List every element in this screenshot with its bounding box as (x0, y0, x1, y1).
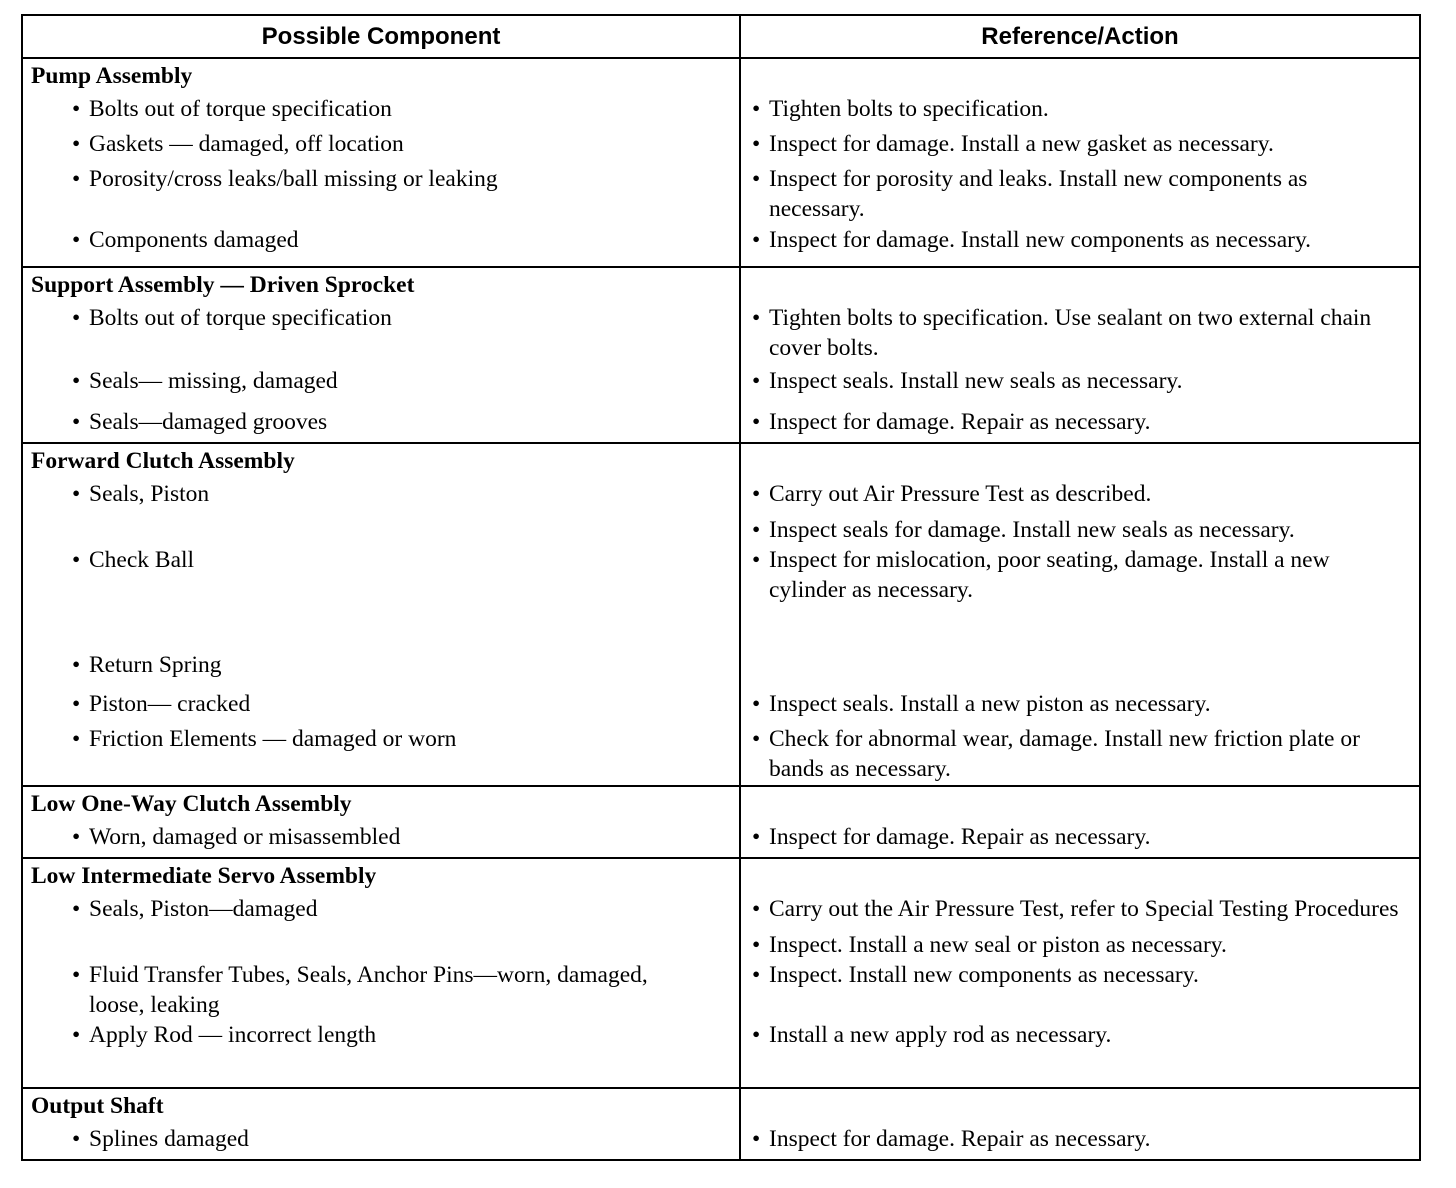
action-text: Inspect for mislocation, poor seating, damage. Install a new cylinder as necessary. (769, 547, 1330, 603)
component-text: Seals—damaged grooves (89, 409, 328, 435)
component-text: Seals, Piston—damaged (89, 896, 318, 922)
component-text: Bolts out of torque specification (89, 96, 392, 122)
section-title: Forward Clutch Assembly (31, 448, 295, 474)
table-row (23, 225, 1419, 266)
bullet-icon: • (752, 1126, 761, 1152)
component-text: Bolts out of torque specification (89, 305, 392, 331)
bullet-icon: • (72, 896, 81, 922)
bullet-icon: • (752, 409, 761, 435)
bullet-icon: • (752, 896, 761, 922)
header-possible-component: Possible Component (23, 16, 741, 57)
bullet-icon: • (752, 131, 761, 157)
section-title: Output Shaft (31, 1093, 164, 1119)
component-text: Piston— cracked (89, 691, 251, 717)
component-text: Check Ball (89, 547, 195, 573)
action-text: Inspect for damage. Install new components as necessary. (769, 227, 1312, 253)
bullet-icon: • (72, 481, 81, 507)
action-text: Inspect. Install new components as necessary. (769, 962, 1199, 988)
component-text: Seals, Piston (89, 481, 210, 507)
action-text: Inspect for damage. Repair as necessary. (769, 1126, 1151, 1152)
bullet-icon: • (72, 305, 81, 331)
bullet-icon: • (752, 166, 761, 192)
table-row (23, 164, 1419, 225)
action-text: Install a new apply rod as necessary. (769, 1022, 1112, 1048)
bullet-icon: • (752, 962, 761, 988)
action-text: Carry out the Air Pressure Test, refer to Special Testing Procedures (769, 896, 1399, 922)
table-body (23, 59, 1419, 1159)
table-header (23, 16, 1419, 59)
table-row (23, 545, 1419, 650)
section-title: Low Intermediate Servo Assembly (31, 863, 377, 889)
table-row (23, 689, 1419, 724)
bullet-icon: • (752, 726, 761, 752)
bullet-icon: • (752, 1022, 761, 1048)
bullet-icon: • (72, 131, 81, 157)
action-text: Inspect for damage. Repair as necessary. (769, 409, 1151, 435)
action-text: Inspect. Install a new seal or piston as necessary. (769, 932, 1227, 958)
table-row (23, 407, 1419, 442)
bullet-icon: • (72, 962, 81, 988)
table-row (23, 894, 1419, 960)
header-reference-action: Reference/Action (981, 22, 1179, 50)
section-title: Low One-Way Clutch Assembly (31, 791, 352, 817)
bullet-icon: • (752, 547, 761, 573)
component-text: Worn, damaged or misassembled (89, 824, 401, 850)
component-text: Seals— missing, damaged (89, 368, 338, 394)
bullet-icon: • (752, 96, 761, 122)
action-text: Tighten bolts to specification. Use sealant on two external chain cover bolts. (769, 305, 1372, 361)
action-text: Inspect seals. Install new seals as necessary. (769, 368, 1183, 394)
section-2 (23, 444, 1419, 787)
component-text: Gaskets — damaged, off location (89, 131, 404, 157)
bullet-icon: • (752, 824, 761, 850)
component-text: Splines damaged (89, 1126, 249, 1152)
table-row (23, 479, 1419, 545)
section-title: Pump Assembly (31, 63, 193, 89)
action-text: Inspect for porosity and leaks. Install new components as necessary. (769, 166, 1308, 222)
bullet-icon: • (752, 227, 761, 253)
bullet-icon: • (72, 824, 81, 850)
action-text: Check for abnormal wear, damage. Install new friction plate or bands as necessary. (769, 726, 1360, 782)
table-row (23, 724, 1419, 785)
action-text: Tighten bolts to specification. (769, 96, 1049, 122)
bullet-icon: • (72, 1126, 81, 1152)
table-row (23, 960, 1419, 1020)
section-3 (23, 787, 1419, 859)
action-text: Carry out Air Pressure Test as described. (769, 481, 1152, 507)
bullet-icon: • (752, 481, 761, 507)
section-1 (23, 268, 1419, 444)
action-text: Inspect seals. Install a new piston as necessary. (769, 691, 1211, 717)
bullet-icon: • (72, 96, 81, 122)
component-text: Components damaged (89, 227, 299, 253)
component-text: Friction Elements — damaged or worn (89, 726, 457, 752)
component-text: Apply Rod — incorrect length (89, 1022, 377, 1048)
component-text: Return Spring (89, 652, 222, 678)
bullet-icon: • (752, 368, 761, 394)
bullet-icon: • (72, 409, 81, 435)
action-text: Inspect for damage. Install a new gasket as necessary. (769, 131, 1274, 157)
table-row (23, 1124, 1419, 1159)
bullet-icon: • (72, 691, 81, 717)
bullet-icon: • (752, 305, 761, 331)
table-row (23, 650, 1419, 689)
bullet-icon: • (752, 691, 761, 717)
table-row (23, 94, 1419, 129)
component-text: Fluid Transfer Tubes, Seals, Anchor Pins—worn, damaged, loose, leaking (89, 962, 648, 1018)
component-text: Porosity/cross leaks/ball missing or leaking (89, 166, 498, 192)
action-text: Inspect seals for damage. Install new seals as necessary. (769, 517, 1295, 543)
bullet-icon: • (72, 547, 81, 573)
bullet-icon: • (752, 932, 761, 958)
section-title: Support Assembly — Driven Sprocket (31, 272, 415, 298)
bullet-icon: • (72, 726, 81, 752)
table-row (23, 129, 1419, 164)
action-text: Inspect for damage. Repair as necessary. (769, 824, 1151, 850)
bullet-icon: • (72, 368, 81, 394)
table-row (23, 303, 1419, 366)
table-row (23, 822, 1419, 857)
bullet-icon: • (72, 227, 81, 253)
bullet-icon: • (72, 166, 81, 192)
bullet-icon: • (752, 517, 761, 543)
bullet-icon: • (72, 652, 81, 678)
section-5 (23, 1089, 1419, 1159)
diagnosis-table (21, 14, 1421, 1161)
table-row (23, 366, 1419, 407)
section-4 (23, 859, 1419, 1089)
table-row (23, 1020, 1419, 1087)
section-0 (23, 59, 1419, 268)
bullet-icon: • (72, 1022, 81, 1048)
